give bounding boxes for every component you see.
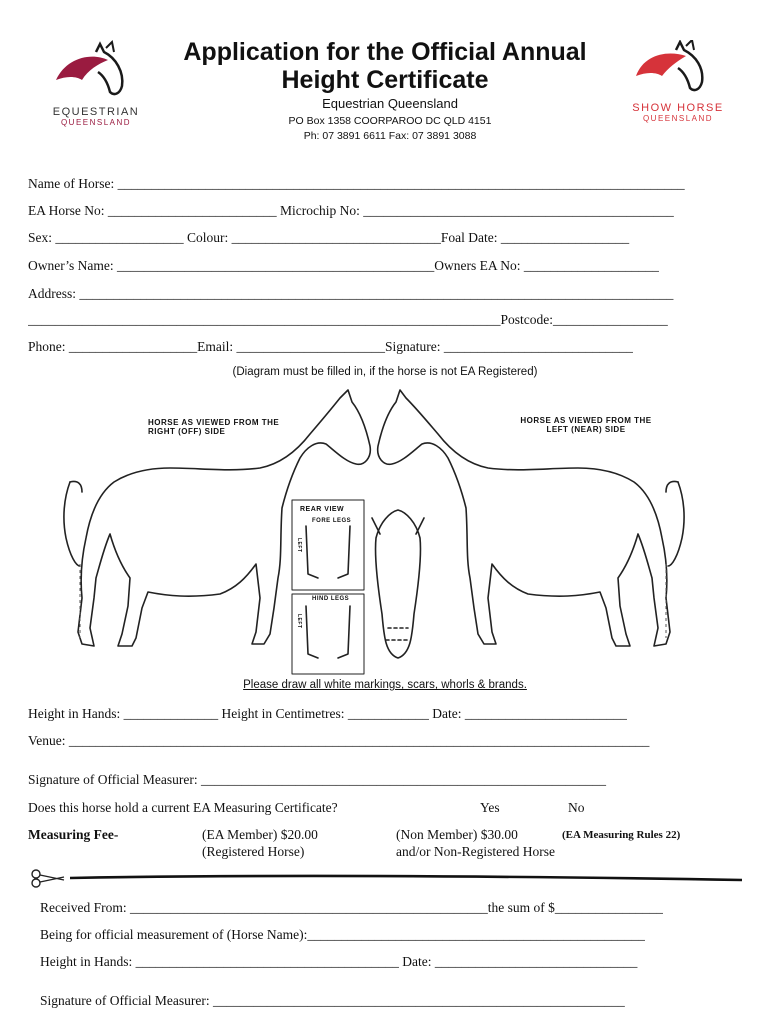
front-face-outline [375,510,420,658]
label-right-line1: HORSE AS VIEWED FROM THE [148,418,280,427]
hind-left-marker: LEFT [296,614,302,629]
official-measurer-signature-field[interactable]: Signature of Official Measurer: ____________________________________________________________ [28,772,606,787]
label-left-line2: LEFT (NEAR) SIDE [546,425,626,434]
page-title [150,38,620,94]
cut-line [28,866,742,890]
measuring-rules-reference: (EA Measuring Rules 22) [562,829,681,841]
address-field-line-1[interactable]: Address: ________________________________________________________________________________________ [28,286,674,301]
logo-right-line1: SHOW HORSE [632,102,724,114]
label-right-line2: RIGHT (OFF) SIDE [148,427,226,436]
non-member-fee: (Non Member) $30.00 [396,827,518,842]
title-line-1: Application for the Official Annual [183,38,587,66]
non-registered-horse-note: and/or Non-Registered Horse [396,844,555,859]
horse-markings-diagram[interactable] [60,388,710,680]
title-line-2: Height Certificate [281,66,489,94]
diagram-note: (Diagram must be filled in, if the horse is not EA Registered) [232,366,538,378]
show-horse-queensland-logo [618,40,738,150]
owner-name-field[interactable]: Owner’s Name: _______________________________________________Owners EA No: ____________________ [28,258,659,273]
logo-left-line1: EQUESTRIAN [52,106,140,118]
measuring-certificate-question: Does this horse hold a current EA Measuring Certificate? [28,800,338,815]
ea-horse-no-microchip-field[interactable]: EA Horse No: _________________________ Microchip No: ______________________________________________ [28,203,674,218]
scissors-icon [28,866,742,890]
height-hands-cm-date-field[interactable]: Height in Hands: ______________ Height in Centimetres: ____________ Date: ________________________ [28,706,627,721]
label-left-near-side [506,416,666,434]
logo-left-line2: QUEENSLAND [60,118,132,127]
received-from-field[interactable]: Received From: _____________________________________________________the sum of $________________ [40,900,663,915]
receipt-height-date-field[interactable]: Height in Hands: _______________________________________ Date: ______________________________ [40,954,638,969]
receipt-measurer-signature-field[interactable]: Signature of Official Measurer: _____________________________________________________________ [40,993,625,1008]
registered-horse-note: (Registered Horse) [202,844,305,859]
measuring-fee-label: Measuring Fee- [28,827,119,842]
contact-numbers: Ph: 07 3891 6611 Fax: 07 3891 3088 [303,130,477,142]
label-left-line1: HORSE AS VIEWED FROM THE [520,416,652,425]
fore-legs-label: FORE LEGS [312,518,352,524]
horse-name-measurement-field[interactable]: Being for official measurement of (Horse Name):__________________________________________________ [40,927,645,942]
hind-legs-label: HIND LEGS [312,596,350,602]
sex-colour-foal-date-field[interactable]: Sex: ___________________ Colour: _______________________________Foal Date: ___________________ [28,230,630,245]
answer-no[interactable]: No [568,800,585,815]
horse-head-logo-icon [618,40,738,98]
markings-instruction: Please draw all white markings, scars, whorls & brands. [243,679,527,691]
name-of-horse-field[interactable]: Name of Horse: ____________________________________________________________________________________ [28,176,685,191]
equestrian-queensland-logo [36,40,156,130]
rear-view-label: REAR VIEW [300,506,345,513]
ea-member-fee: (EA Member) $20.00 [202,827,318,842]
postal-address: PO Box 1358 COORPAROO DC QLD 4151 [288,115,492,127]
phone-email-signature-field[interactable]: Phone: ___________________Email: ______________________Signature: ____________________________ [28,339,633,354]
organisation-name: Equestrian Queensland [322,96,458,111]
horse-head-logo-icon [36,40,156,102]
logo-right-line2: QUEENSLAND [642,114,714,123]
fore-left-marker: LEFT [296,538,302,553]
label-right-off-side [148,418,308,436]
answer-yes[interactable]: Yes [480,800,500,815]
address-postcode-field[interactable]: ______________________________________________________________________Postcode:_________________ [28,312,668,327]
organisation-address-block [230,114,550,144]
venue-field[interactable]: Venue: ______________________________________________________________________________________ [28,733,650,748]
